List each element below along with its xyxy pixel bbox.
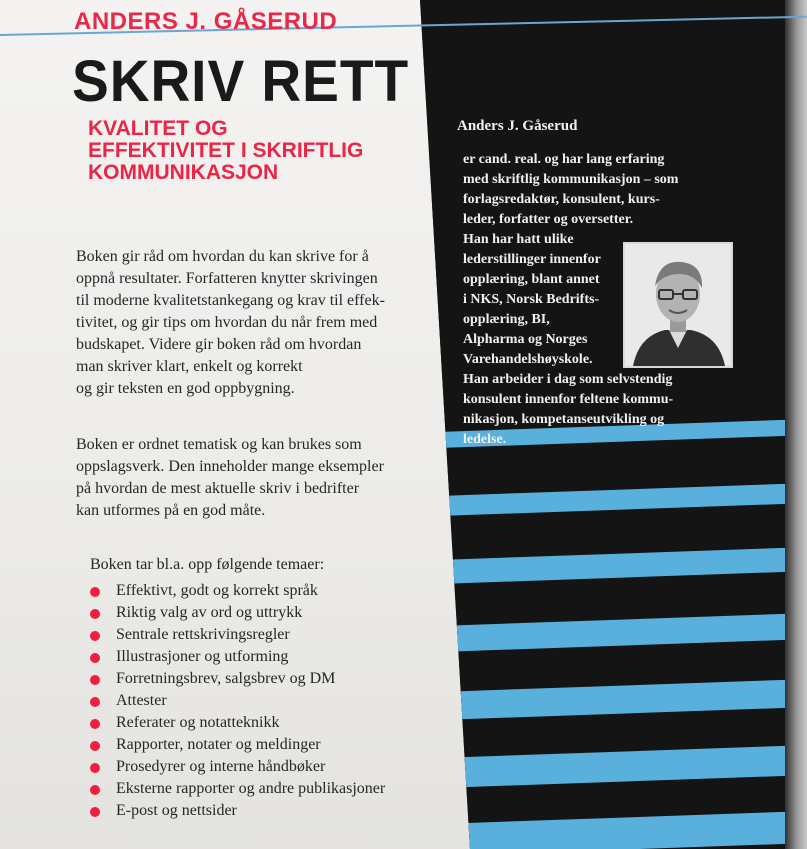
subtitle-line: EFFEKTIVITET I SKRIFTLIG (88, 139, 364, 162)
bio-line: opplæring, blant annet (463, 272, 600, 287)
bullet-icon (90, 609, 100, 619)
bullet-icon (90, 675, 100, 685)
topic-label: Eksterne rapporter og andre publikasjoner (116, 780, 386, 797)
list-item (88, 778, 385, 800)
topic-label: Illustrasjoner og utforming (116, 648, 289, 665)
book-title: SKRIV RETT (72, 49, 410, 114)
text-line: Boken er ordnet tematisk og kan brukes som (76, 436, 362, 453)
bio-line: forlagsredaktør, konsulent, kurs- (463, 192, 660, 207)
description-paragraph-2 (76, 434, 384, 522)
bullet-icon (90, 807, 100, 817)
list-item (88, 734, 385, 756)
bio-line: Alpharma og Norges (463, 332, 588, 347)
bio-line: nikasjon, kompetanseutvikling og (463, 412, 665, 427)
cover-author: ANDERS J. GÅSERUD (74, 8, 338, 35)
bullet-icon (90, 785, 100, 795)
bio-line: ledelse. (463, 432, 507, 447)
bio-line: i NKS, Norsk Bedrifts- (463, 292, 600, 307)
bio-line: opplæring, BI, (463, 312, 550, 327)
text-line: man skriver klart, enkelt og korrekt (76, 358, 303, 375)
bio-line: Han arbeider i dag som selvstendig (463, 372, 673, 387)
author-portrait-icon (625, 244, 731, 366)
text-line: oppnå resultater. Forfatteren knytter skrivingen (76, 270, 378, 287)
topic-label: Rapporter, notater og meldinger (116, 736, 321, 753)
topic-label: Riktig valg av ord og uttrykk (116, 604, 303, 621)
text-line: og gir teksten en god oppbygning. (76, 380, 295, 397)
bullet-icon (90, 653, 100, 663)
text-line: oppslagsverk. Den inneholder mange eksempler (76, 458, 384, 475)
topic-list (88, 580, 385, 822)
description-paragraph-1 (76, 246, 385, 400)
text-line: på hvordan de mest aktuelle skriv i bedrifter (76, 480, 360, 497)
text-line: tivitet, og gir tips om hvordan du når frem med (76, 314, 378, 331)
list-item (88, 646, 385, 668)
topics-intro: Boken tar bl.a. opp følgende temaer: (90, 556, 325, 573)
list-item (88, 602, 385, 624)
text-line: til moderne kvalitetstankegang og krav til effek- (76, 292, 385, 309)
subtitle-line: KOMMUNIKASJON (88, 161, 279, 184)
bullet-icon (90, 763, 100, 773)
topic-label: Sentrale rettskrivingsregler (116, 626, 290, 643)
author-photo (623, 242, 733, 368)
list-item (88, 624, 385, 646)
bullet-icon (90, 587, 100, 597)
topic-label: Prosedyrer og interne håndbøker (116, 758, 326, 775)
subtitle-line: KVALITET OG (88, 117, 228, 140)
list-item (88, 690, 385, 712)
bio-line: Varehandelshøyskole. (463, 352, 593, 367)
text-line: Boken gir råd om hvordan du kan skrive for å (76, 248, 369, 265)
topic-label: Forretningsbrev, salgsbrev og DM (116, 670, 336, 687)
topic-label: Attester (116, 692, 167, 709)
bio-line: konsulent innenfor feltene kommu- (463, 392, 674, 407)
bio-line: med skriftlig kommunikasjon – som (463, 172, 679, 187)
bullet-icon (90, 697, 100, 707)
list-item (88, 580, 385, 602)
bio-line: leder, forfatter og oversetter. (463, 212, 634, 227)
bio-line: er cand. real. og har lang erfaring (463, 152, 665, 167)
list-item (88, 756, 385, 778)
list-item (88, 800, 385, 822)
topic-label: Referater og notatteknikk (116, 714, 280, 731)
bullet-icon (90, 719, 100, 729)
topic-label: E-post og nettsider (116, 802, 237, 819)
bio-line: Han har hatt ulike (463, 232, 574, 247)
bullet-icon (90, 741, 100, 751)
text-line: kan utformes på en god måte. (76, 502, 266, 519)
topic-label: Effektivt, godt og korrekt språk (116, 582, 318, 599)
book-spine-edge (785, 0, 807, 849)
bio-author-name: Anders J. Gåserud (457, 118, 578, 134)
book-subtitle (88, 118, 363, 184)
list-item (88, 712, 385, 734)
bio-line: lederstillinger innenfor (463, 252, 601, 267)
bullet-icon (90, 631, 100, 641)
list-item (88, 668, 385, 690)
text-line: budskapet. Videre gir boken råd om hvordan (76, 336, 362, 353)
